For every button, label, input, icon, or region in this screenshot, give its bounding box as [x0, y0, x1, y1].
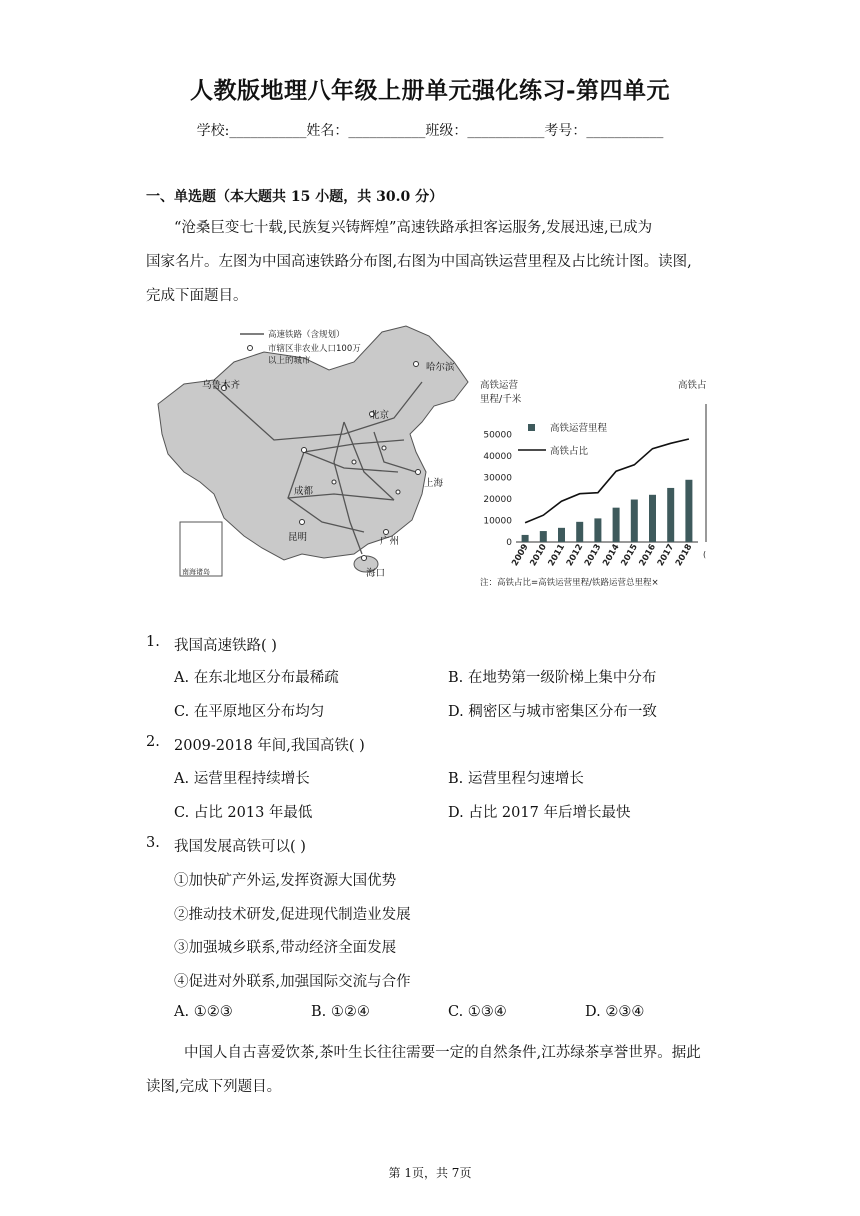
x-tick-label-2011: 2011: [546, 542, 568, 569]
y-axis-label-line-1: 高铁运营: [480, 380, 519, 391]
closing-line-2: 读图,完成下列题目。: [146, 1079, 282, 1095]
legend-city-label-2: 以上的城市: [268, 356, 311, 366]
y2-axis-label: 高铁占: [678, 380, 707, 391]
y-tick-label-5: 0: [506, 538, 512, 548]
question-2-stem: 2009-2018 年间,我国高铁( ): [174, 738, 365, 754]
q3-option-d-text: ②③④: [605, 1004, 645, 1020]
q3-statement-1: ①加快矿产外运,发挥资源大国优势: [174, 873, 397, 889]
y-tick-label-4: 10000: [483, 516, 512, 527]
q3-option-a-text: ①②③: [193, 1004, 233, 1020]
q3-statement-3: ③加强城乡联系,带动经济全面发展: [174, 940, 397, 956]
bar-2011: [558, 528, 565, 542]
legend-rail-label: 高速铁路（含规划）: [268, 330, 345, 340]
q1-option-a: [174, 666, 339, 687]
legend-bar-label: 高铁运营里程: [550, 423, 608, 434]
intro-line-2: 国家名片。左图为中国高速铁路分布图,右图为中国高铁运营里程及占比统计图。读图,: [146, 254, 692, 270]
q1-option-b-letter: B.: [448, 670, 464, 686]
q3-option-d: [585, 1004, 644, 1020]
q1-option-d-letter: D.: [448, 704, 464, 720]
q2-option-d-text: 占比 2017 年后增长最快: [468, 805, 631, 821]
q2-option-b: [448, 767, 584, 788]
q3-option-c-letter: C.: [448, 1004, 464, 1020]
bar-2016: [649, 495, 656, 542]
legend-bar-swatch: [528, 424, 535, 431]
q2-option-a-letter: A.: [174, 771, 190, 787]
x-tick-label-2015: 2015: [619, 542, 640, 569]
china-railway-map: [154, 322, 470, 586]
q1-option-b-text: 在地势第一级阶梯上集中分布: [467, 670, 657, 686]
q3-option-d-letter: D.: [585, 1004, 601, 1020]
y-axis-label-line-2: 里程/千米: [480, 394, 522, 405]
bar-2009: [522, 535, 529, 542]
q2-option-b-letter: B.: [448, 771, 464, 787]
q3-option-b: [311, 1004, 370, 1020]
legend-city-label-1: 市辖区非农业人口100万: [268, 344, 361, 354]
city-label-shanghai: 上海: [424, 478, 444, 489]
legend-line-label: 高铁占比: [550, 446, 589, 457]
bar-2010: [540, 531, 547, 542]
name-field: 姓名：___________: [306, 123, 426, 139]
q2-option-a: [174, 767, 310, 788]
city-label-haikou: 海口: [366, 568, 386, 579]
bar-2018: [685, 480, 692, 542]
question-2-number: 2.: [146, 734, 160, 750]
q3-option-c: [448, 1004, 507, 1020]
section-heading: 一、单选题（本大题共 15 小题，共 30.0 分）: [146, 189, 444, 205]
x-tick-label-2014: 2014: [601, 542, 622, 569]
class-field: 班级：___________: [425, 123, 545, 139]
x-tick-label-2012: 2012: [564, 542, 586, 569]
chart-note: 注：高铁占比=高铁运营里程/铁路运营总里程×: [480, 578, 659, 588]
intro-line-1: “沧桑巨变七十载,民族复兴铸辉煌”高速铁路承担客运服务,发展迅速,已成为: [174, 220, 653, 236]
hsr-mileage-chart: [472, 372, 712, 590]
bar-2017: [667, 488, 674, 542]
q1-option-a-text: 在东北地区分布最稀疏: [193, 670, 339, 686]
q2-option-d: [448, 801, 630, 822]
exam-number-field: 考号：___________: [544, 123, 664, 139]
legend-city-symbol: [248, 346, 253, 351]
q3-statement-2: ②推动技术研发,促进现代制造业发展: [174, 907, 411, 923]
q1-option-b: [448, 666, 656, 687]
x-axis-unit-partial: (: [703, 550, 707, 559]
x-tick-label-2013: 2013: [583, 542, 604, 569]
q3-statement-4: ④促进对外联系,加强国际交流与合作: [174, 974, 411, 990]
x-tick-label-2018: 2018: [674, 542, 695, 569]
y-tick-label-2: 30000: [483, 473, 512, 484]
q2-option-a-text: 运营里程持续增长: [193, 771, 310, 787]
question-1-number: 1.: [146, 634, 160, 650]
q2-option-d-letter: D.: [448, 805, 464, 821]
q3-option-a-letter: A.: [174, 1004, 190, 1020]
q1-option-c: [174, 700, 324, 721]
page-footer: 第 1页，共 7页: [388, 1166, 472, 1180]
q3-option-c-text: ①③④: [467, 1004, 507, 1020]
q2-option-b-text: 运营里程匀速增长: [467, 771, 584, 787]
y-tick-label-3: 20000: [483, 495, 512, 506]
bar-2014: [613, 508, 620, 542]
bar-2015: [631, 500, 638, 542]
city-label-guangzhou: 广州: [380, 536, 400, 547]
q3-option-b-text: ①②④: [330, 1004, 370, 1020]
y-tick-label-0: 50000: [483, 430, 512, 441]
city-label-beijing: 北京: [370, 410, 390, 421]
question-3-stem: 我国发展高铁可以( ): [174, 839, 306, 855]
city-label-kunming: 昆明: [288, 532, 308, 543]
q1-option-d: [448, 700, 657, 721]
bar-2013: [594, 518, 601, 542]
q1-option-a-letter: A.: [174, 670, 190, 686]
q1-option-c-letter: C.: [174, 704, 190, 720]
q3-option-a: [174, 1004, 233, 1020]
q1-option-c-text: 在平原地区分布均匀: [193, 704, 325, 720]
bar-2012: [576, 522, 583, 542]
city-label-chengdu: 成都: [294, 486, 314, 497]
school-field: 学校:___________: [196, 123, 307, 139]
y-tick-label-1: 40000: [483, 452, 512, 463]
q2-option-c-letter: C.: [174, 805, 190, 821]
city-label-harbin: 哈尔滨: [426, 362, 455, 373]
q3-option-b-letter: B.: [311, 1004, 327, 1020]
q2-option-c: [174, 801, 312, 822]
page-title: 人教版地理八年级上册单元强化练习-第四单元: [189, 77, 671, 104]
intro-line-3: 完成下面题目。: [146, 288, 248, 304]
closing-line-1: 中国人自古喜爱饮茶,茶叶生长往往需要一定的自然条件,江苏绿茶享誉世界。据此: [184, 1045, 701, 1061]
student-info-line: [0, 120, 860, 140]
map-graphic: [154, 322, 470, 586]
x-tick-label-2010: 2010: [528, 542, 549, 569]
chart-graphic: [472, 372, 712, 590]
x-tick-label-2016: 2016: [637, 542, 659, 569]
question-1-stem: 我国高速铁路( ): [174, 638, 277, 654]
question-3-number: 3.: [146, 835, 160, 851]
city-label-urumqi: 乌鲁木齐: [202, 380, 241, 391]
x-tick-label-2017: 2017: [655, 542, 677, 569]
q1-option-d-text: 稠密区与城市密集区分布一致: [468, 704, 657, 720]
inset-label: 南海诸岛: [182, 568, 210, 576]
x-tick-label-2009: 2009: [510, 542, 531, 569]
q2-option-c-text: 占比 2013 年最低: [193, 805, 313, 821]
